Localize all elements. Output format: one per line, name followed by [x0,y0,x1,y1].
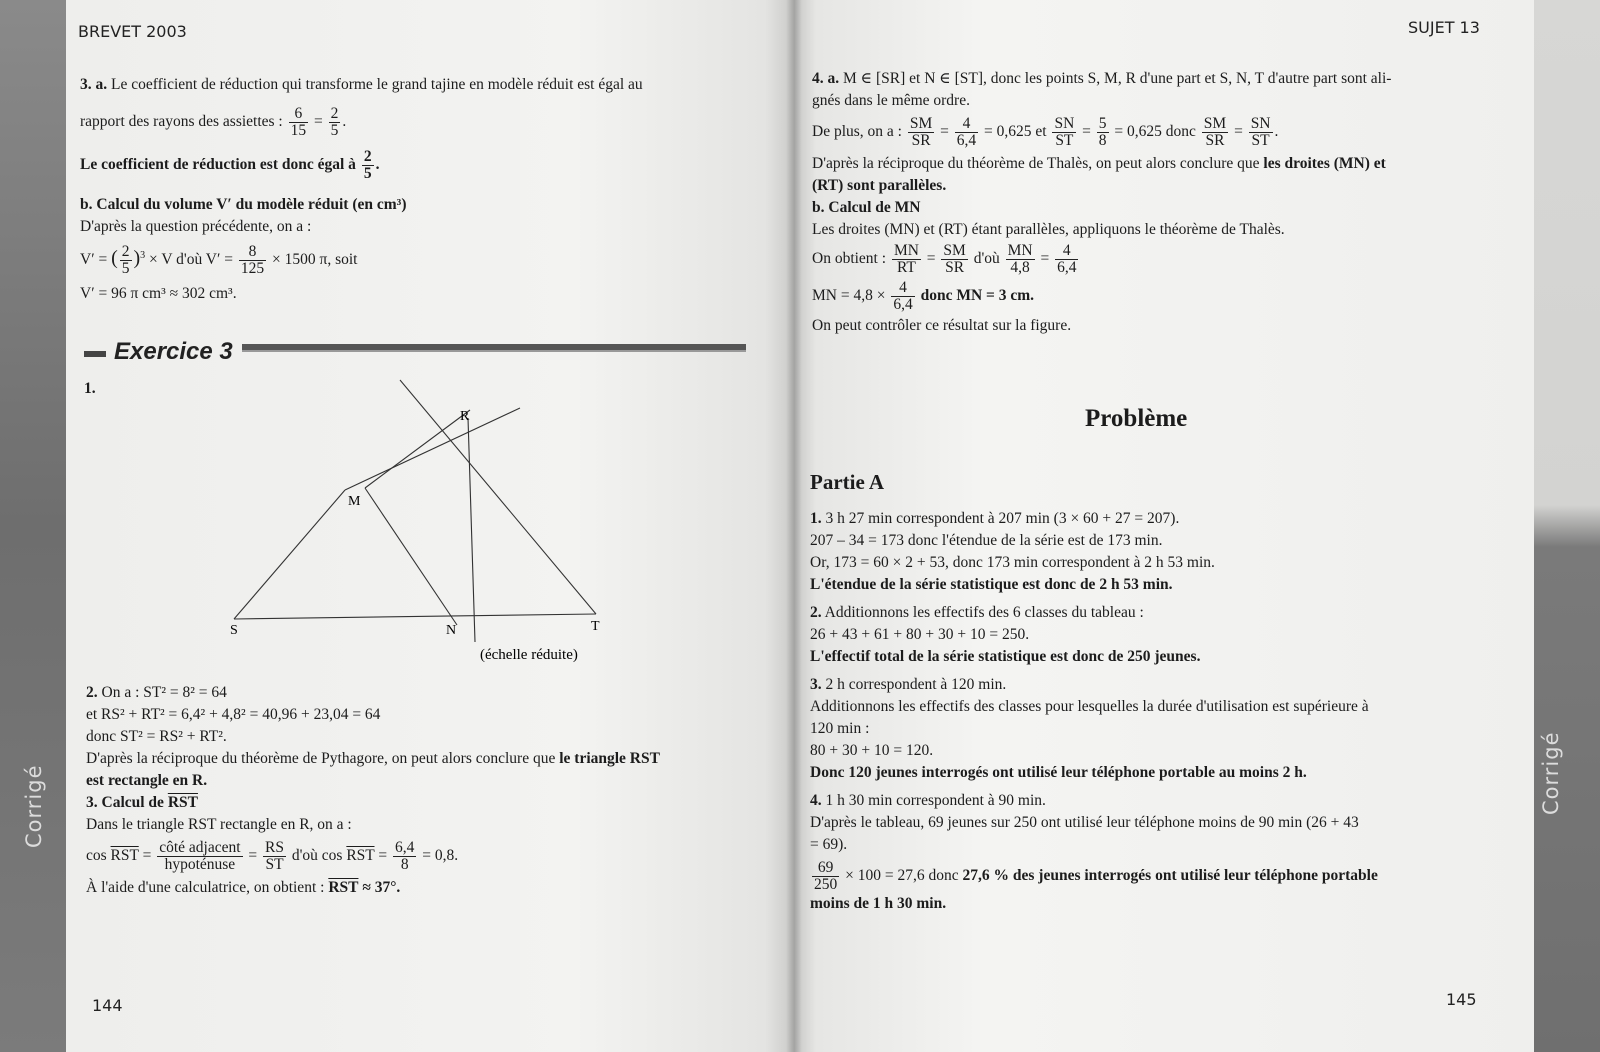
pa1-line1: 1. 3 h 27 min correspondent à 207 min (3 × 60 + 27 = 207). [810,510,1180,527]
right-header: SUJET 13 [1408,18,1480,37]
book-gutter [786,0,802,1052]
q4b-line1: Les droites (MN) et (RT) étant parallèles, appliquons le théorème de Thalès. [812,221,1285,238]
line-mn [365,488,457,625]
pa3-line1: 3. 2 h correspondent à 120 min. [810,676,1007,693]
partie-a-title: Partie A [810,470,885,494]
q4b-title: b. Calcul de MN [812,199,921,216]
pa3-line2: Additionnons les effectifs des classes pour lesquelles la durée d'utilisation est supérieure à [810,698,1369,715]
pa4-line1: 4. 1 h 30 min correspondent à 90 min. [810,792,1046,809]
right-page-number: 145 [1446,990,1477,1009]
q3a-line1: 3. a. Le coefficient de réduction qui transforme le grand tajine en modèle réduit est égal au [80,76,643,93]
pa4-line5: moins de 1 h 30 min. [810,895,947,912]
figure-caption: (échelle réduite) [480,647,578,663]
q3a-line2: rapport des rayons des assiettes : $\frac{6}{15}$ = $\frac{2}{5}$ . [80,105,347,139]
pa3-line3: 120 min : [810,720,870,737]
right-side-tab-label: Corrigé [1539,731,1563,815]
q2-line4: D'après la réciproque du théorème de Pythagore, on peut alors conclure que le triangle RST [86,750,660,767]
ex3-q1-number: 1. [84,380,96,397]
q3b-result: V′ = 96 π cm³ ≈ 302 cm³. [80,285,237,302]
partie-a-content [810,508,1480,915]
label-r: R [460,409,470,424]
label-t: T [591,619,600,634]
probleme-title: Problème [1085,405,1188,432]
q3a-conclusion: Le coefficient de réduction est donc égal à $\frac{2}{5}$ . [80,148,380,182]
left-side-tab-label: Corrigé [22,764,46,848]
pa2-line1: 2. Additionnons les effectifs des 6 classes du tableau : [810,604,1144,621]
q3-cos-equation: $\cos \overline{RST}$ = $\frac{\text{côté adjacent}}{\text{hypoténuse}}$ = $\frac{RS}{ST}$ d'où $\cos \overline{RST}$ = $\frac{6,4}{8}$ = 0,8. [86,839,459,873]
line-mn-top [365,410,470,488]
pa3-line4: 80 + 30 + 10 = 120. [810,742,934,759]
q4a-line4: D'après la réciproque du théorème de Thalès, on peut alors conclure que les droites (MN) et [812,155,1386,172]
label-s: S [230,623,238,638]
pa4-line3: = 69). [810,836,848,853]
q4b-mn-result: MN = 4,8 × $\frac{4}{6,4}$ donc MN = 3 cm. [812,279,1035,313]
label-n: N [446,623,457,638]
q4a-line5: (RT) sont parallèles. [812,177,947,194]
pa3-line5: Donc 120 jeunes interrogés ont utilisé leur téléphone portable au moins 2 h. [810,764,1307,781]
q4b-thales: On obtient : $\frac{MN}{RT}$ = $\frac{SM}{SR}$ d'où $\frac{MN}{4,8}$ = $\frac{4}{6,4}$ [812,242,1077,276]
left-header: BREVET 2003 [78,22,187,41]
exercise-3-title: Exercice 3 [114,338,233,365]
q3-result: À l'aide d'une calculatrice, on obtient : $\overline{RST} \approx 37^\circ$. [86,879,401,896]
q3-line1: Dans le triangle RST rectangle en R, on a : [86,816,352,833]
pa1-line2: 207 – 34 = 173 donc l'étendue de la série est de 173 min. [810,532,1163,549]
ex3-q2 [86,682,766,899]
pa2-line2: 26 + 43 + 61 + 80 + 30 + 10 = 250. [810,626,1030,643]
line-sr-lower [234,490,345,619]
q3b-title: b. Calcul du volume V′ du modèle réduit (en cm³) [80,196,407,213]
q4a-ratios: De plus, on a : $\frac{SM}{SR}$ = $\frac{4}{6,4}$ = 0,625 et $\frac{SN}{ST}$ = $\frac{5}{8}$ = 0,625 donc $\frac{SM}{SR}$ = $\frac{SN}{ST}$ . [812,115,1279,149]
label-m: M [348,494,361,509]
pa2-line3: L'effectif total de la série statistique est donc de 250 jeunes. [810,648,1201,665]
pa4-line4: $\frac{69}{250}$ × 100 = 27,6 donc 27,6 % des jeunes interrogés ont utilisé leur téléphone portable [814,859,1378,893]
line-rt [400,380,596,614]
q4b-line4: On peut contrôler ce résultat sur la figure. [812,317,1072,334]
q2-line1: 2. On a : ST² = 8² = 64 [86,684,227,701]
q4a-line1: 4. a. M ∈ [SR] et N ∈ [ST], donc les points S, M, R d'une part et S, N, T d'autre part sont ali- [812,70,1392,87]
section-4a [812,68,1480,337]
q3b-line1: D'après la question précédente, on a : [80,218,312,235]
q3-title: 3. Calcul de $\overline{RST}$ [86,794,198,811]
q2-line2: et RS² + RT² = 6,4² + 4,8² = 40,96 + 23,04 = 64 [86,706,381,723]
line-r-vertical [468,418,475,642]
q3b-equation: V′ = ( $\frac{2}{5}$ )$^3$ × V d'où V′ = $\frac{8}{125}$ × 1500 π, soit [80,243,358,277]
pa1-line3: Or, 173 = 60 × 2 + 53, donc 173 min correspondent à 2 h 53 min. [810,554,1215,571]
line-st [234,614,596,619]
pa4-line2: D'après le tableau, 69 jeunes sur 250 ont utilisé leur téléphone moins de 90 min (26 + 43 [810,814,1359,831]
left-page-number: 144 [92,996,123,1015]
pa1-line4: L'étendue de la série statistique est donc de 2 h 53 min. [810,576,1173,593]
q2-line5: est rectangle en R. [86,772,208,789]
q4a-line2: gnés dans le même ordre. [812,92,970,109]
line-sr-upper [345,408,520,490]
q2-line3: donc ST² = RS² + RT². [86,728,227,745]
